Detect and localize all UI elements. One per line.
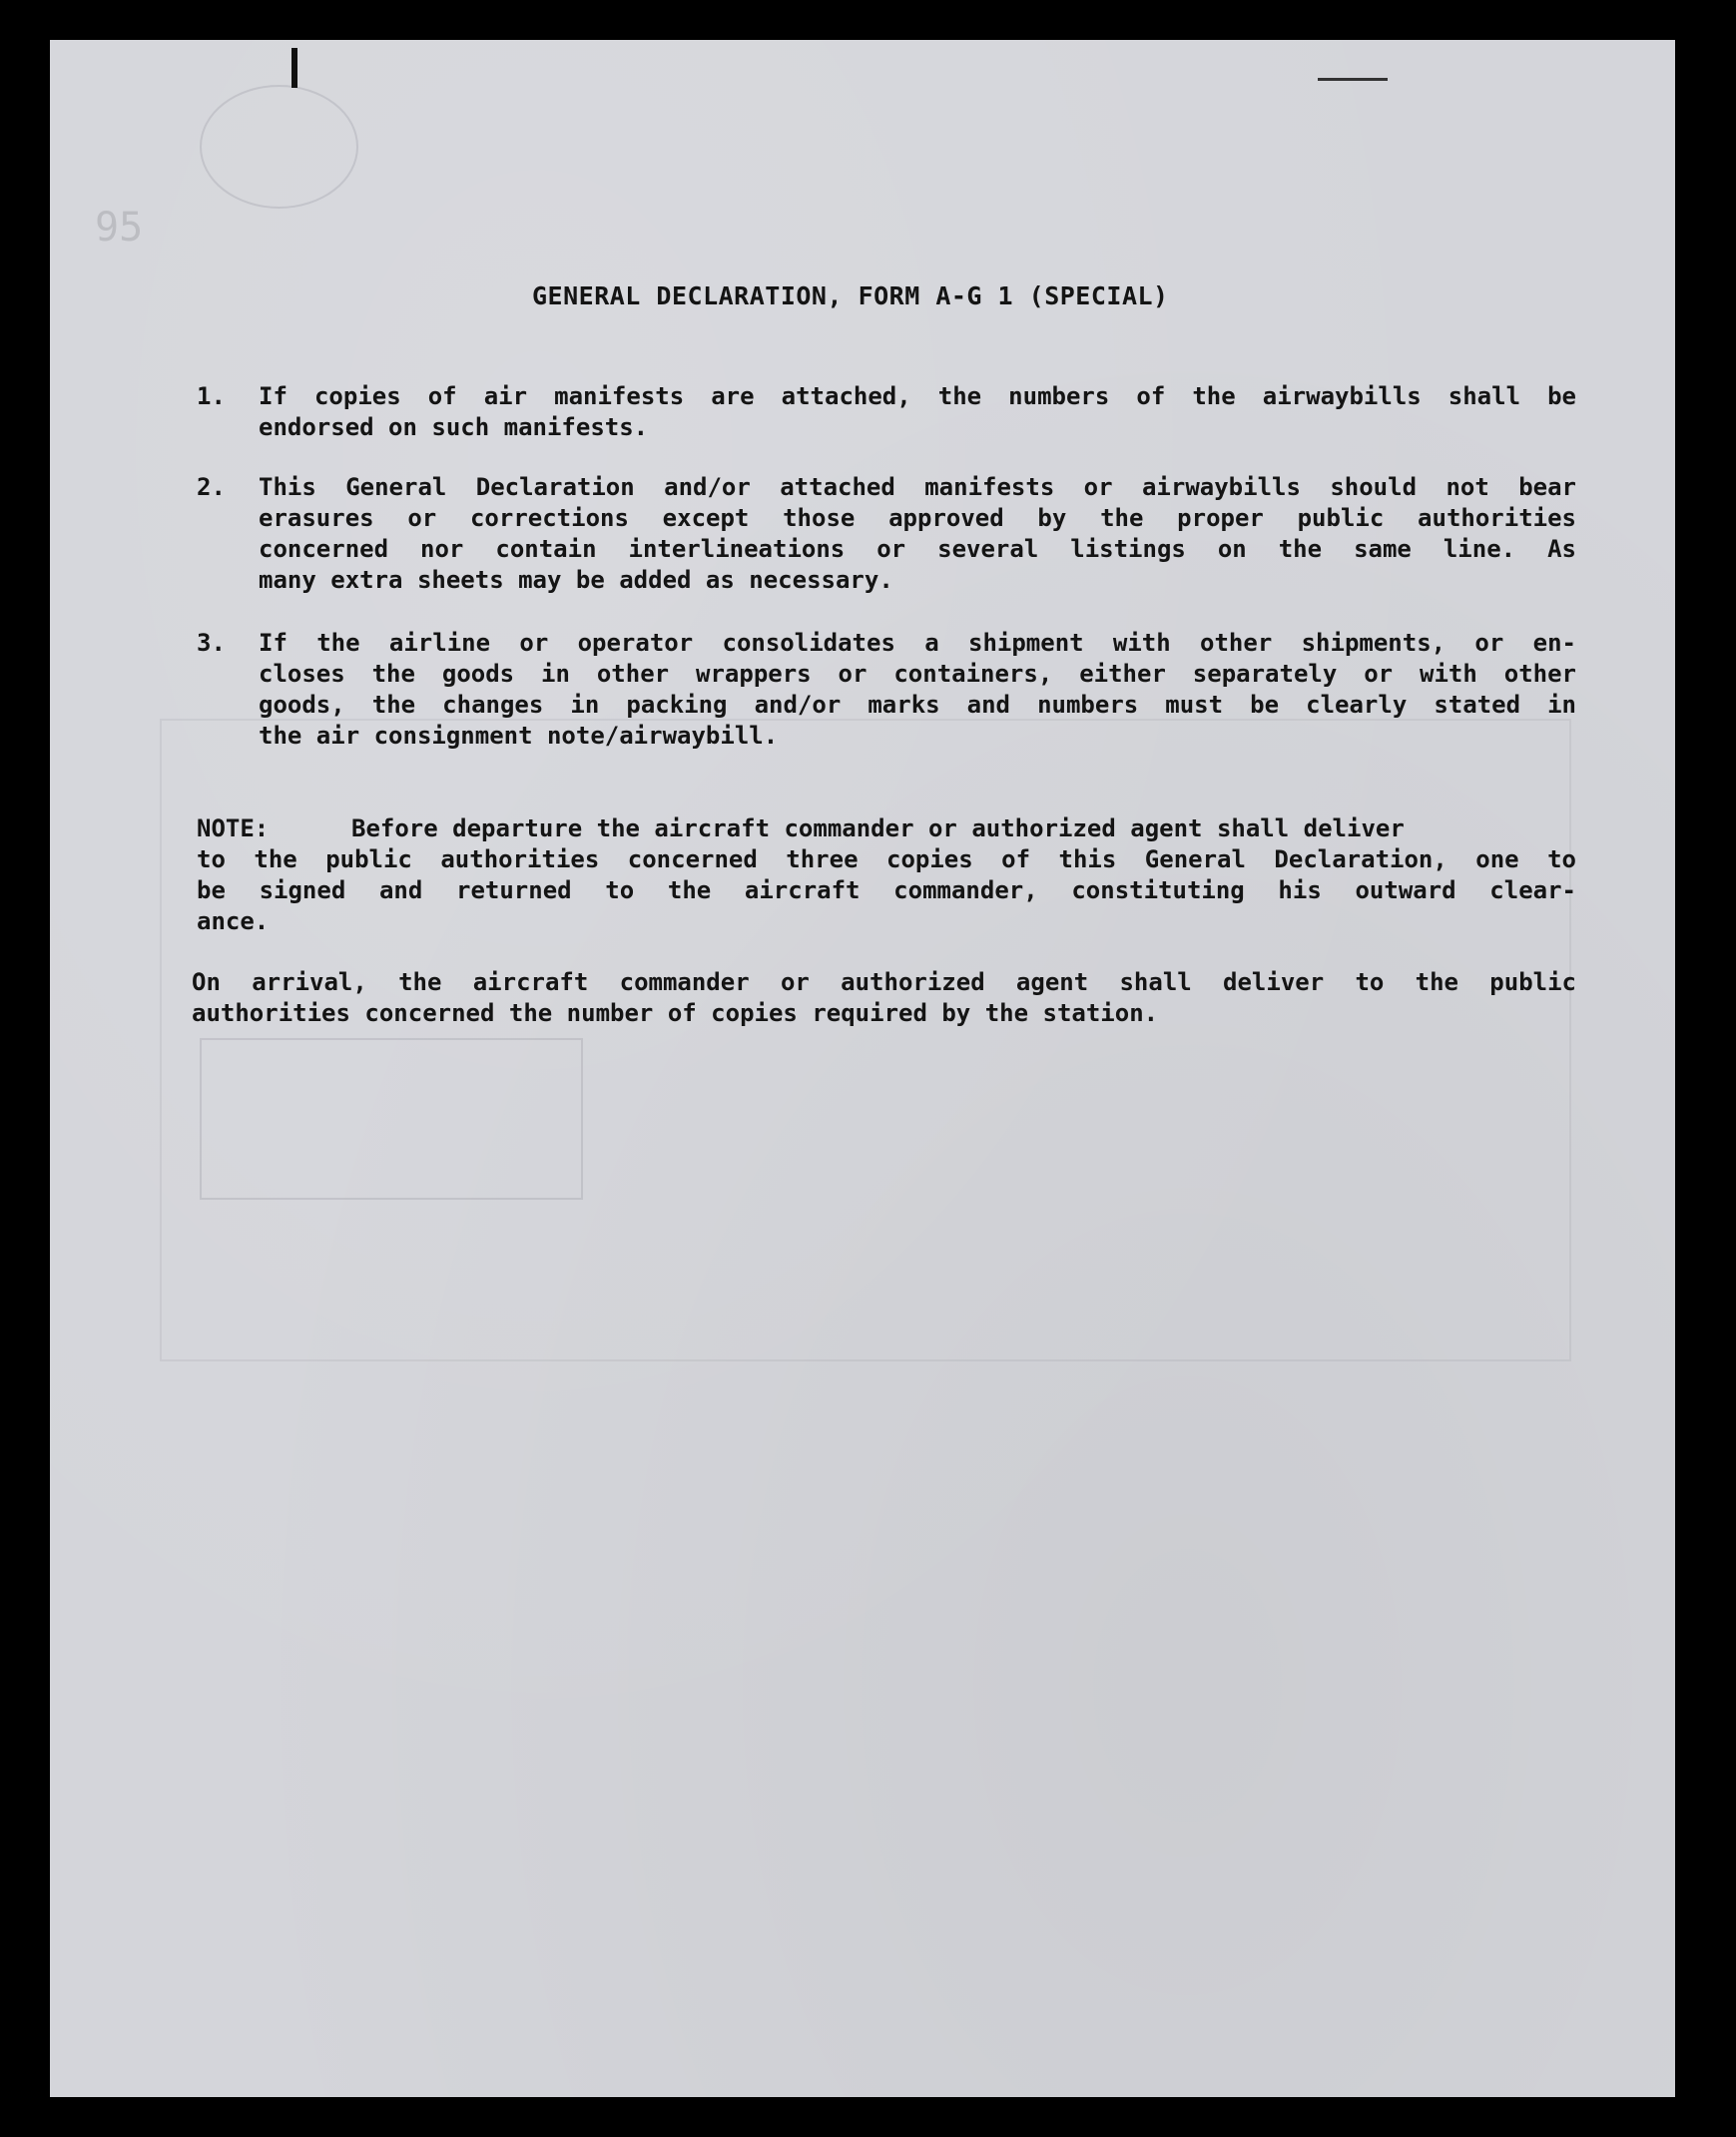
- document-body: [50, 40, 1675, 2097]
- document-page: [50, 40, 1675, 2097]
- note-line: Before departure the aircraft commander or authorized agent shall deliver: [351, 814, 1405, 842]
- item-text: [259, 628, 1576, 752]
- arrival-line: authorities concerned the number of copies required by the station.: [192, 999, 1159, 1027]
- note-label: NOTE:: [197, 814, 270, 842]
- item-number: 3.: [197, 629, 226, 657]
- item-text: [259, 472, 1576, 596]
- note-line: ance.: [197, 907, 270, 935]
- item-line: If the airline or operator consolidates a shipment with other shipments, or en-: [259, 629, 1576, 657]
- item-line: erasures or corrections except those approved by the proper public authorities: [259, 504, 1576, 532]
- note-line: be signed and returned to the aircraft commander, constituting his outward clear-: [197, 876, 1576, 904]
- item-line: closes the goods in other wrappers or containers, either separately or with other: [259, 660, 1576, 688]
- note-line: to the public authorities concerned three copies of this General Declaration, one to: [197, 845, 1576, 873]
- item-line: This General Declaration and/or attached manifests or airwaybills should not bear: [259, 473, 1576, 501]
- item-line: the air consignment note/airwaybill.: [259, 722, 779, 750]
- arrival-paragraph: [192, 967, 1576, 1029]
- item-text: [259, 381, 1576, 443]
- item-number: 1.: [197, 382, 226, 410]
- item-line: goods, the changes in packing and/or marks and numbers must be clearly stated in: [259, 691, 1576, 719]
- item-line: If copies of air manifests are attached, the numbers of the airwaybills shall be: [259, 382, 1576, 410]
- arrival-line: On arrival, the aircraft commander or authorized agent shall deliver to the public: [192, 968, 1576, 996]
- item-line: concerned nor contain interlineations or several listings on the same line. As: [259, 535, 1576, 563]
- bleed-through-page-number: 95: [95, 205, 144, 251]
- item-number: 2.: [197, 473, 226, 501]
- document-title: GENERAL DECLARATION, FORM A-G 1 (SPECIAL): [532, 281, 1169, 310]
- note-paragraph: [197, 813, 1576, 937]
- item-line: many extra sheets may be added as necessary.: [259, 566, 893, 594]
- item-line: endorsed on such manifests.: [259, 413, 649, 441]
- note-first-line: [197, 813, 1576, 844]
